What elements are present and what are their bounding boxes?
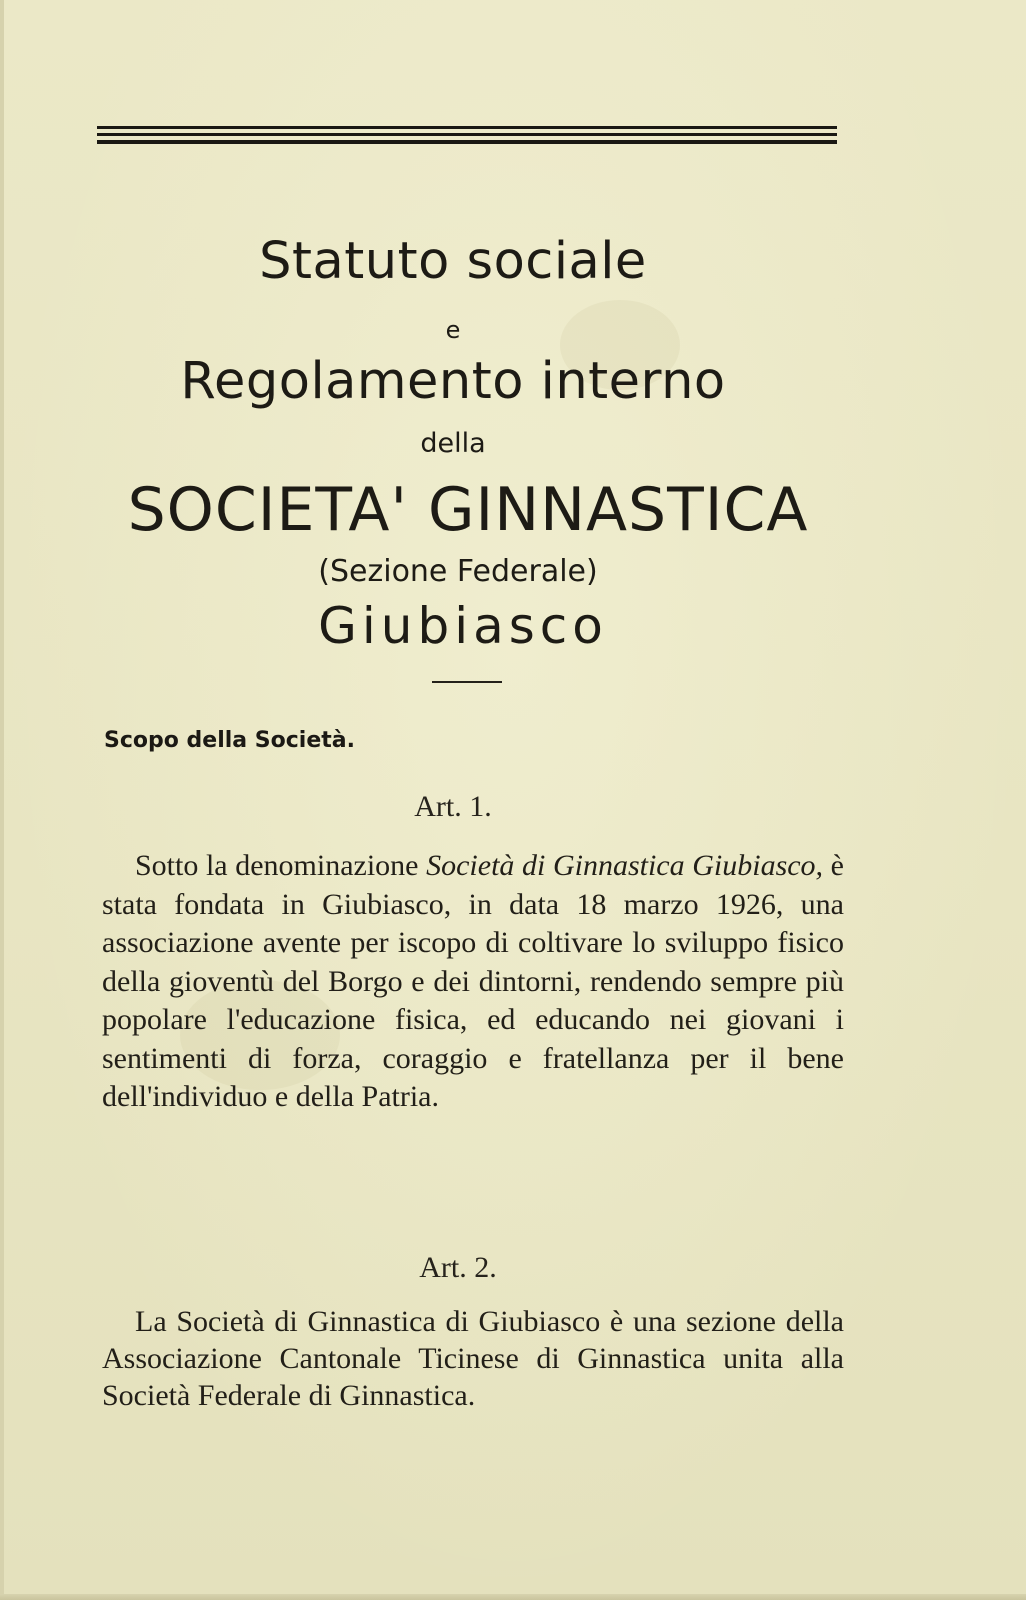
article-1-text: è stata fondata in Giubiasco, in data 18 marzo 1926, una associazione avente per iscopo di coltivare lo sviluppo fisico della gioventù del Borgo e dei dintorni, rendendo sempre più popolare l'educazione fisica, ed educando nei giovani i sentimenti di forza, coraggio e fratellanza per il bene dell'individuo e della Patria. [102,849,844,1113]
article-1-italic-name: Società di Ginnastica Giubiasco, [426,849,824,882]
header-rule [97,133,837,136]
page-edge [0,1594,1026,1600]
section-heading: Scopo della Società. [104,728,355,753]
title-conjunction: e [445,316,461,344]
header-rule [97,126,837,129]
town-name: Giubiasco [318,597,608,655]
article-1-lead: Sotto la denominazione [135,849,427,882]
article-2-body [102,1303,844,1414]
article-1-title: Art. 1. [414,790,492,823]
document-title-statuto: Statuto sociale [259,232,647,291]
title-preposition: della [420,428,486,459]
article-2-title: Art. 2. [419,1251,497,1284]
divider [432,681,502,683]
section-label: (Sezione Federale) [318,554,598,589]
society-name: SOCIETA' GINNASTICA [127,475,809,545]
header-rule [97,140,837,144]
article-1-body [102,847,844,1117]
document-title-regolamento: Regolamento interno [180,352,726,411]
article-2-text: La Società di Ginnastica di Giubiasco è una sezione della Associazione Cantonale Ticinese di Ginnastica unita alla Società Federale di Ginnastica. [102,1305,844,1412]
